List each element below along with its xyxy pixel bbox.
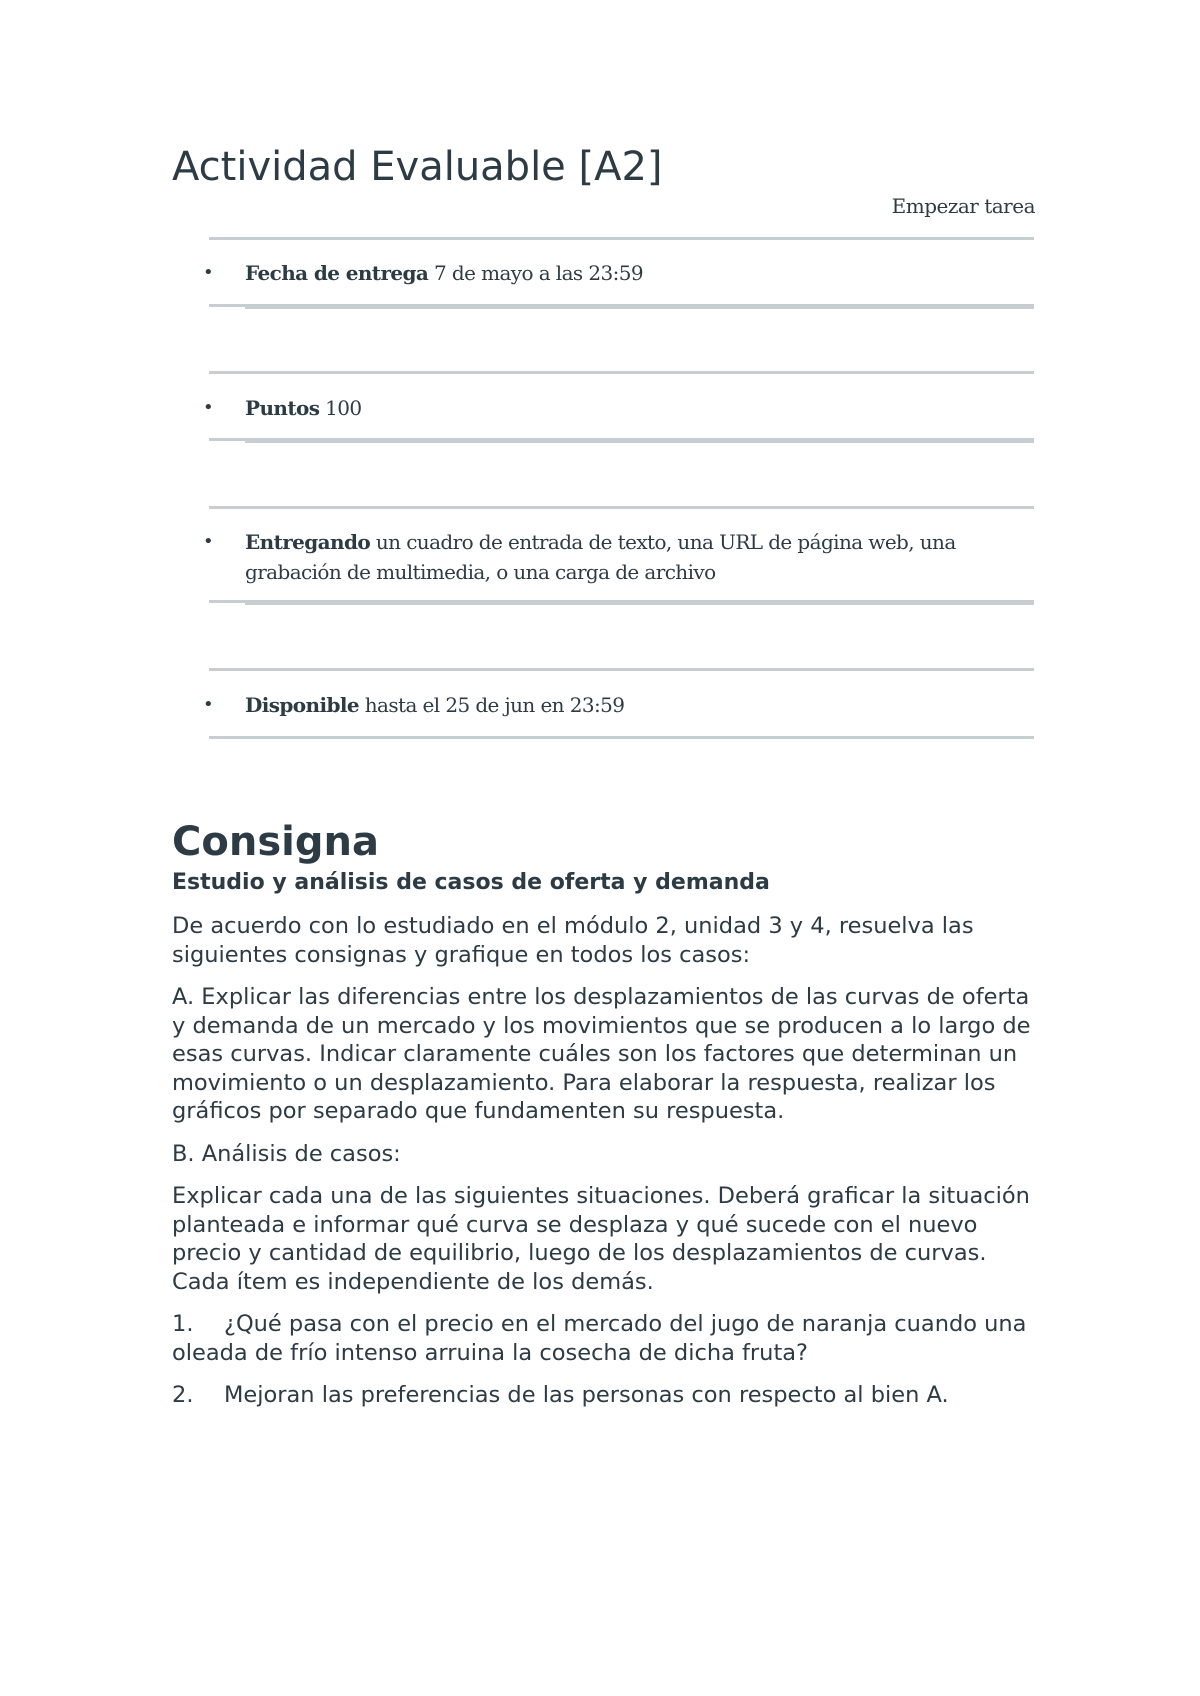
detail-value: un cuadro de entrada de texto, una URL de página web, una grabación de multimedia, o una carga de archivo: [245, 530, 956, 584]
start-assignment-link[interactable]: Empezar tarea: [891, 194, 1035, 218]
detail-label: Entregando: [245, 530, 371, 554]
bullet-icon: •: [203, 531, 214, 552]
detail-label: Puntos: [245, 396, 320, 420]
detail-due-date: [200, 258, 1030, 288]
detail-value: 7 de mayo a las 23:59: [434, 261, 643, 285]
part-b-intro: Explicar cada una de las siguientes situaciones. Deberá graficar la situación planteada e informar qué curva se desplaza y qué sucede con el nuevo precio y cantidad de equilibrio, luego de los desplazamientos de curvas. Cada ítem es independiente de los demás.: [172, 1183, 1030, 1295]
detail-value: 100: [325, 396, 362, 420]
case-item: [172, 1381, 1042, 1410]
divider: [245, 306, 1034, 309]
divider: [245, 602, 1034, 605]
divider: [209, 736, 1034, 739]
detail-value: hasta el 25 de jun en 23:59: [364, 693, 625, 717]
detail-available: [200, 690, 1030, 720]
divider: [209, 668, 1034, 671]
divider: [209, 506, 1034, 509]
assignment-title: Actividad Evaluable [A2]: [172, 144, 663, 190]
bullet-icon: •: [203, 397, 214, 418]
case-text: ¿Qué pasa con el precio en el mercado del jugo de naranja cuando una oleada de frío intenso arruina la cosecha de dicha fruta?: [172, 1311, 1027, 1366]
divider: [209, 371, 1034, 374]
detail-label: Fecha de entrega: [245, 261, 429, 285]
section-heading: Consigna: [172, 819, 379, 865]
detail-submitting: [200, 527, 1030, 587]
assignment-details-list: [0, 0, 1200, 760]
case-item: [172, 1310, 1042, 1367]
divider: [245, 440, 1034, 443]
bullet-icon: •: [203, 694, 214, 715]
divider: [209, 237, 1034, 240]
case-number: 1.: [172, 1311, 194, 1337]
part-a-paragraph: A. Explicar las diferencias entre los desplazamientos de las curvas de oferta y demanda de un mercado y los movimientos que se producen a lo largo de esas curvas. Indicar claramente cuáles son los factores que determinan un movimiento o un desplazamiento. Para elaborar la respuesta, realizar los gráficos por separado que fundamenten su respuesta.: [172, 984, 1031, 1124]
section-subheading: Estudio y análisis de casos de oferta y demanda: [172, 870, 770, 895]
case-number: 2.: [172, 1382, 194, 1408]
detail-label: Disponible: [245, 693, 359, 717]
detail-points: [200, 393, 1030, 423]
intro-paragraph: De acuerdo con lo estudiado en el módulo 2, unidad 3 y 4, resuelva las siguientes consignas y grafique en todos los casos:: [172, 913, 974, 968]
case-text: Mejoran las preferencias de las personas con respecto al bien A.: [224, 1382, 949, 1408]
instructions-section: [172, 818, 1042, 1410]
bullet-icon: •: [203, 262, 214, 283]
part-b-title: B. Análisis de casos:: [172, 1140, 401, 1167]
